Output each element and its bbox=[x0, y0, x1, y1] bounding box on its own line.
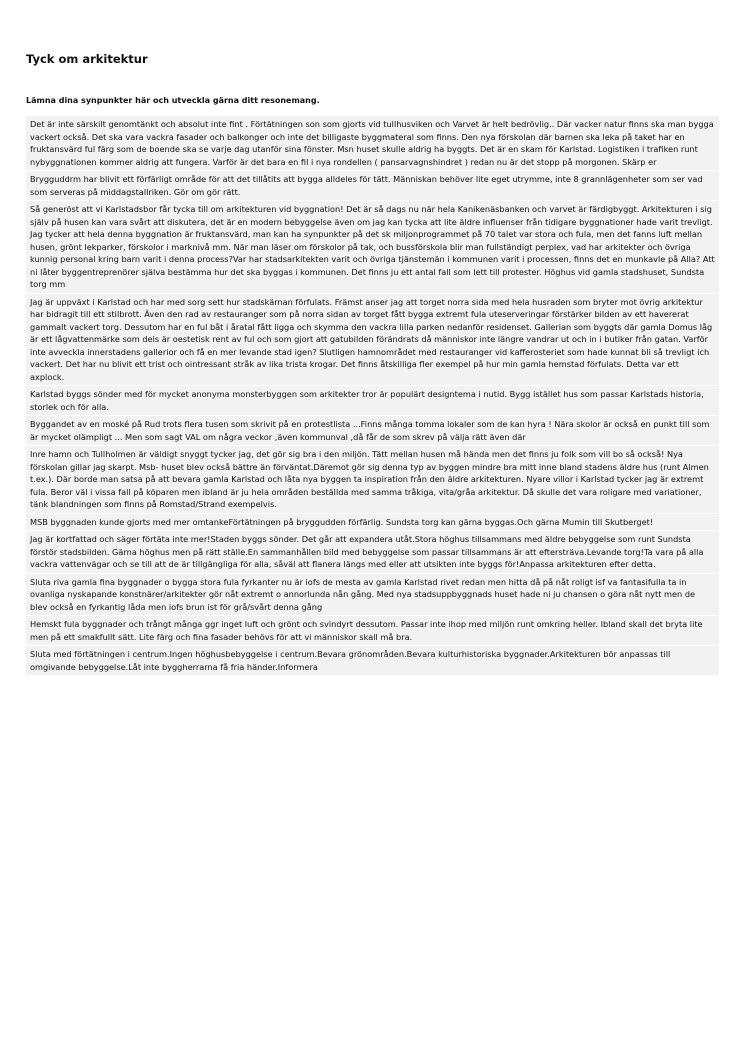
response-item: Brygguddrm har blivit ett förfärligt område för att det tillåtits att bygga alldeles för tätt. Människan behöver lite eget utrymme, inte 8 grannlägenheter som ser vad som serveras på middagstallriken. Gör om gör rätt. bbox=[26, 171, 719, 201]
response-item: Så generöst att vi Karlstadsbor får tycka till om arkitekturen vid byggnation! Det är så dags nu när hela Kanikenäsbanken och varvet är färdigbyggt. Arkitekturen i sig själv på husen kan vara svårt att diskutera, det är en modern bebyggelse även om jag kan tycka att lite äldre influenser från tidigare byggnationer hade varit trevligt. Jag tycker att hela denna byggnation är fruktansvärd, man kan ha synpunkter på det sk miljonprogrammet på 70 talet var stora och fula, men det fanns luft mellan husen, grönt lekparker, förskolor i marknivå mm. När man läser om förskolor på tak, och bussförskola blir man fullständigt perplex, vad har arkitekter och övriga kunnig personal kring barn varit i denna process?Var har stadsarkitekten varit och övriga tjänstemän i kommunen varit i processen, finns det en munkavle på Alla? Att ni låter byggentreprenörer själva bestämma hur det ska byggas i kommunen. Det finns ju ett antal fall som lett till protester. Höghus vid gamla stadshuset, Sundsta torg mm bbox=[26, 201, 719, 294]
page-title: Tyck om arkitektur bbox=[26, 52, 148, 66]
response-item: Jag är uppväxt i Karlstad och har med sorg sett hur stadskärnan förfulats. Främst anser jag att torget norra sida med hela husraden som bryter mot övrig arkitektur har bidragit till ett stilbrott. Även den rad av restauranger som på norra sidan av torget fått bygga extremt fula uteserveringar förstärker bilden av ett havererat gammalt vackert torg. Dessutom har en ful båt i åratal fått ligga och skymma den vackra lilla parken nedanför residenset. Gallerian som byggts där gamla Domus låg är ett lågvattenmärke som dels är oestetisk rent av ful och som gjort att gatubilden förändrats då människor inte längre vandrar ut och in i butiker från gatan. Varför inte avveckla innerstadens gallerior och få en mer levande stad igen? Slutligen hamnområdet med restauranger vid kafferosteriet som hade kunnat bli så trevligt ich vackert. Det har nu blivit ett trist och ointressant stråk av lika trista krogar. Det finns åtskilliga fler exempel på hur min gamla hemstad förfulats. Detta var ett axplock. bbox=[26, 294, 719, 387]
response-item: MSB byggnaden kunde gjorts med mer omtankeFörtätningen på bryggudden förfärlig. Sundsta torg kan gärna byggas.Och gärna Mumin till Skutberget! bbox=[26, 514, 719, 532]
response-item: Jag är kortfattad och säger förtäta inte mer!Staden byggs sönder. Det går att expandera utåt.Stora höghus tillsammans med äldre bebyggelse som runt Sundsta förstör stadsbilden. Gärna höghus men på rätt ställe.En sammanhållen bild med bebyggelse som passar tillsammans är att eftersträva.Levande torg!Ta vara på alla vackra vattenvägar och se till att de är tillgängliga för alla, såväl att flanera längs med eller att utsikten inte byggs för!Anpassa arkitekturen efter detta. bbox=[26, 531, 719, 574]
response-item: Inre hamn och Tullholmen är väldigt snyggt tycker jag, det gör sig bra i den miljön. Tätt mellan husen må hända men det finns ju folk som vill bo så också! Nya förskolan gillar jag skarpt. Msb- huset blev också bättre än förväntat.Däremot gör sig denna typ av byggen mindre bra mitt inne bland stadens äldre hus (runt Almen t.ex.). Där borde man satsa på att bevara gamla Karlstad och låta nya byggen ta inspiration från den äldre arkitekturen. Nyare villor i Karlstad tycker jag är extremt fula. Beror väl i vissa fall på köparen men ibland är ju hela områden beställda med samma tråkiga, vita/gråa arkitektur. Då skulle det vara roligare med variationer, tänk blandningen som finns på Romstad/Strand exempelvis. bbox=[26, 446, 719, 514]
response-list bbox=[26, 116, 719, 676]
response-item: Karlstad byggs sönder med för mycket anonyma monsterbyggen som arkitekter tror är populärt designtema i nutid. Bygg istället hus som passar Karlstads historia, storlek och för alla. bbox=[26, 386, 719, 416]
response-item: Sluta riva gamla fina byggnader o bygga stora fula fyrkanter nu är iofs de mesta av gamla Karlstad rivet redan men hitta då på nåt roligt isf va fantasifulla ta in ovanliga nyskapande konstnärer/arkitekter gör nåt extremt o annorlunda nån gång. Med nya stadsuppbyggnads huset hade ni ju chansen o göra nåt nytt men de blev också en fyrkantig låda men iofs brun ist för grå/svårt denna gång bbox=[26, 574, 719, 617]
response-item: Byggandet av en moské på Rud trots flera tusen som skrivit på en protestlista ...Finns många tomma lokaler som de kan hyra ! Nära skolor är också en punkt till som är mycket olämpligt ... Men som sagt VAL om några veckor ,även kommunval ,då får de som skrev på välja rätt även där bbox=[26, 416, 719, 446]
page-subtitle: Lämna dina synpunkter här och utveckla gärna ditt resonemang. bbox=[26, 96, 320, 105]
response-item: Hemskt fula byggnader och trångt många ggr inget luft och grönt och svindyrt dessutom. Passar inte ihop med miljön runt omkring heller. Ibland skall det bryta lite men på ett smakfullt sätt. Lite färg och fina fasader behövs för att vi människor skall må bra. bbox=[26, 616, 719, 646]
response-item: Sluta med förtätningen i centrum.Ingen höghusbebyggelse i centrum.Bevara grönområden.Bevara kulturhistoriska byggnader.Arkitekturen bör anpassas till omgivande bebyggelse.Låt inte byggherrarna få fria händer.Informera bbox=[26, 646, 719, 676]
response-item: Det är inte särskilt genomtänkt och absolut inte fint . Förtätningen son som gjorts vid tullhusviken och Varvet är helt bedrövlig.. Där vacker natur finns ska man bygga vackert också. Det ska vara vackra fasader och balkonger och inte det billigaste byggmateral som finns. Den nya förskolan där barnen ska leka på taket har en fruktansvärd ful färg som de boende ska se varje dag utanför sina fönster. Msn huset skulle aldrig ha byggts. Det är en skam för Karlstad. Logistiken i trafiken runt nybyggnationen kommer aldrig att fungera. Varför är det bara en fil i nya rondellen ( pansarvagnshindret ) redan nu är det stopp på morgonen. Skärp er bbox=[26, 116, 719, 171]
